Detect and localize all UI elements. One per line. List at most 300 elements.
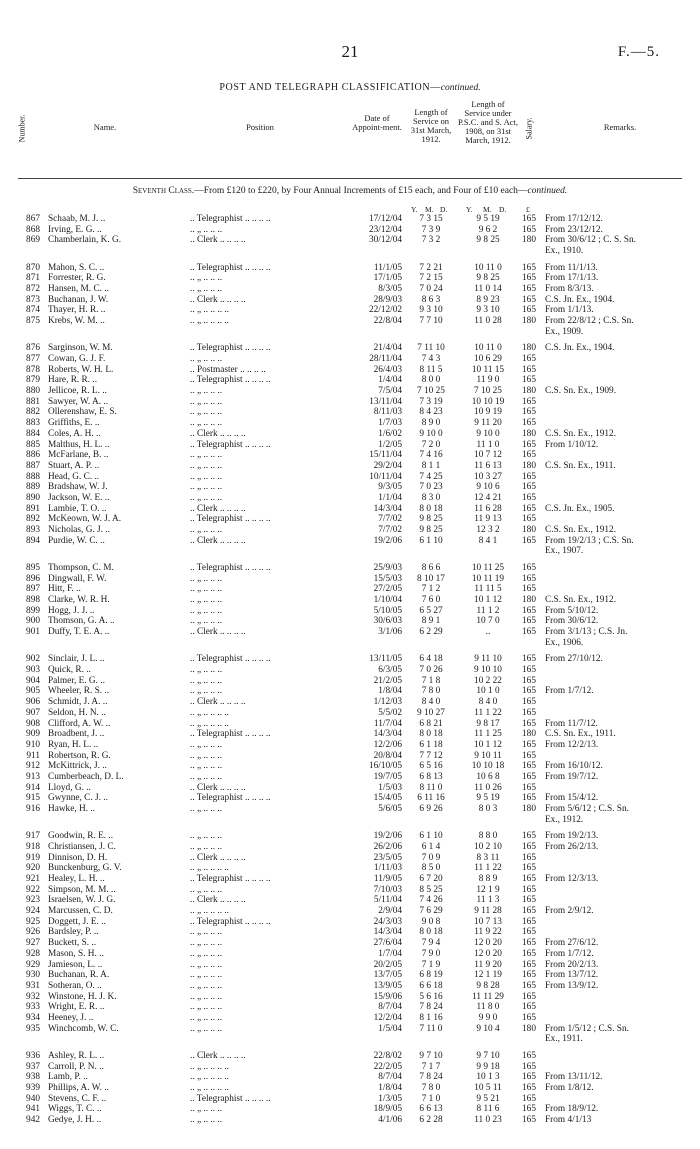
row-remarks: From 12/2/13. xyxy=(545,739,599,750)
row-remarks: From 27/6/12. xyxy=(545,938,599,949)
row-appointment-date: 5/6/05 xyxy=(378,804,402,814)
row-appointment-date: 19/2/06 xyxy=(373,831,402,842)
row-salary: 165 xyxy=(522,895,536,906)
row-length-service-act: 8 11 6 xyxy=(476,1104,500,1115)
row-salary: 165 xyxy=(522,418,536,429)
row-length-service-act: 11 1 22 xyxy=(474,863,502,874)
row-position: .. Telegraphist .. .. .. .. xyxy=(190,343,271,354)
row-appointment-date: 13/9/05 xyxy=(373,980,402,991)
row-remarks: From 23/12/12. xyxy=(545,224,603,235)
table-row xyxy=(0,225,700,236)
row-remarks: Ex., 1910. xyxy=(545,246,584,257)
row-position: .. „ .. .. .. xyxy=(190,450,223,461)
row-salary: 165 xyxy=(522,407,536,418)
row-length-service-act: 11 0 23 xyxy=(474,1115,502,1126)
row-length-service: 8 5 25 xyxy=(419,884,443,895)
row-number: 912 xyxy=(26,761,40,772)
row-position: .. „ .. .. .. xyxy=(190,616,223,627)
title-main: POST AND TELEGRAPH CLASSIFICATION— xyxy=(219,82,441,93)
row-name: Bradshaw, W. J. xyxy=(48,482,108,493)
row-salary: 165 xyxy=(522,514,536,525)
row-salary: 165 xyxy=(522,980,536,991)
row-salary: 165 xyxy=(522,305,536,316)
row-name: Sawyer, W. A. .. xyxy=(48,396,109,407)
row-salary: 165 xyxy=(522,916,536,927)
row-length-service-act: 10 7 0 xyxy=(476,616,500,627)
row-appointment-date: 15/11/04 xyxy=(369,450,402,461)
row-number: 906 xyxy=(26,697,40,708)
row-length-service: 7 10 25 xyxy=(417,386,445,397)
row-salary: 165 xyxy=(522,665,536,676)
table-row xyxy=(0,407,700,418)
row-length-service-act: 8 0 3 xyxy=(478,804,498,814)
row-position: .. „ .. .. .. xyxy=(190,959,223,970)
row-length-service-act: 10 1 3 xyxy=(476,1072,500,1083)
row-position: .. Telegraphist .. .. .. .. xyxy=(190,375,271,386)
row-position: .. Telegraphist .. .. .. .. xyxy=(190,654,271,665)
row-salary: 165 xyxy=(522,482,536,493)
row-appointment-date: 5/11/04 xyxy=(373,895,402,906)
row-salary: 165 xyxy=(522,782,536,793)
row-length-service-act: 9 9 0 xyxy=(478,1012,498,1023)
row-appointment-date: 2/9/04 xyxy=(378,906,402,917)
row-number: 893 xyxy=(26,525,40,536)
row-length-service: 7 2 0 xyxy=(421,439,441,450)
table-row xyxy=(0,440,700,451)
row-number: 929 xyxy=(26,959,40,970)
row-appointment-date: 21/4/04 xyxy=(373,343,402,354)
table-row xyxy=(0,504,700,515)
row-length-service: 8 11 0 xyxy=(419,782,443,793)
row-appointment-date: 1/7/03 xyxy=(378,418,402,429)
table-row-continuation xyxy=(0,1034,700,1044)
row-appointment-date: 15/5/03 xyxy=(373,573,402,584)
row-name: Gwynne, C. J. .. xyxy=(48,793,108,804)
row-salary: 165 xyxy=(522,1012,536,1023)
table-row-continuation xyxy=(0,815,700,825)
row-remarks: C.S. Sn. Ex., 1912. xyxy=(545,428,617,439)
row-remarks: From 12/3/13. xyxy=(545,874,599,885)
table-row xyxy=(0,386,700,397)
row-name: Wheeler, R. S. .. xyxy=(48,686,110,697)
table-row xyxy=(0,1013,700,1024)
row-name: Lambie, T. O. .. xyxy=(48,503,107,514)
row-remarks: Ex., 1911. xyxy=(545,1034,583,1045)
row-appointment-date: 6/3/05 xyxy=(378,665,402,676)
row-salary: 180 xyxy=(522,804,536,814)
row-position: .. Telegraphist .. .. .. .. xyxy=(190,916,271,927)
row-appointment-date: 13/11/04 xyxy=(369,396,402,407)
row-appointment-date: 23/5/05 xyxy=(373,852,402,863)
row-length-service: 7 1 9 xyxy=(421,959,441,970)
table-row xyxy=(0,461,700,472)
row-position: .. „ .. .. .. xyxy=(190,354,223,365)
row-salary: 165 xyxy=(522,627,536,638)
row-name: Hogg, J. J. .. xyxy=(48,605,95,616)
row-salary: 165 xyxy=(522,375,536,386)
row-position: .. Telegraphist .. .. .. .. xyxy=(190,874,271,885)
row-length-service: 6 2 28 xyxy=(419,1115,443,1126)
row-name: Purdie, W. C. .. xyxy=(48,535,105,546)
row-length-service-act: 10 11 0 xyxy=(474,343,502,354)
row-remarks: C.S. Sn. Ex., 1911. xyxy=(545,460,616,471)
row-length-service-act: 12 1 9 xyxy=(476,884,500,895)
staff-table xyxy=(0,214,700,1126)
row-length-service-act: 9 10 4 xyxy=(476,1023,500,1034)
row-length-service: 8 1 1 xyxy=(421,460,441,471)
unit-days-1: D. xyxy=(440,205,448,214)
row-length-service: 6 6 13 xyxy=(419,1104,443,1115)
row-appointment-date: 22/12/02 xyxy=(368,305,402,316)
row-length-service-act: 9 8 28 xyxy=(476,980,500,991)
row-position: .. „ .. .. .. xyxy=(190,396,223,407)
table-row xyxy=(0,761,700,772)
table-row xyxy=(0,697,700,708)
row-salary: 165 xyxy=(522,991,536,1002)
row-length-service-act: 10 9 19 xyxy=(474,407,502,418)
table-row xyxy=(0,1083,700,1094)
row-name: McKittrick, J. .. xyxy=(48,761,107,772)
row-name: Simpson, M. M. .. xyxy=(48,884,116,895)
row-remarks: From 15/4/12. xyxy=(545,793,599,804)
table-row xyxy=(0,563,700,574)
table-row xyxy=(0,783,700,794)
row-appointment-date: 22/2/05 xyxy=(373,1061,402,1072)
row-position: .. „ .. .. .. xyxy=(190,1023,223,1034)
row-number: 931 xyxy=(26,980,40,991)
row-salary: 165 xyxy=(522,793,536,804)
row-salary: 165 xyxy=(522,492,536,503)
row-length-service-act: 7 10 25 xyxy=(474,386,502,397)
table-row xyxy=(0,708,700,719)
row-name: Forrester, R. G. xyxy=(48,273,106,284)
row-name: Cowan, G. J. F. xyxy=(48,354,106,365)
row-name: Coles, A. H. .. xyxy=(48,428,101,439)
row-number: 915 xyxy=(26,793,40,804)
page-title xyxy=(0,82,700,93)
row-position: .. „ .. .. .. xyxy=(190,686,223,697)
row-position: .. „ .. .. .. .. xyxy=(190,1061,229,1072)
row-appointment-date: 10/11/04 xyxy=(369,471,402,482)
row-length-service: 6 6 18 xyxy=(419,980,443,991)
row-number: 880 xyxy=(26,386,40,397)
row-number: 903 xyxy=(26,665,40,676)
row-length-service: 6 1 18 xyxy=(419,739,443,750)
row-position: .. Clerk .. .. .. .. xyxy=(190,294,246,305)
row-name: Dingwall, F. W. xyxy=(48,573,107,584)
row-position: .. „ .. .. .. xyxy=(190,386,223,397)
row-length-service-act: 9 10 10 xyxy=(474,665,502,676)
row-number: 870 xyxy=(26,262,40,273)
row-appointment-date: 1/5/04 xyxy=(378,1023,402,1034)
row-name: Ryan, H. L. .. xyxy=(48,739,99,750)
table-row xyxy=(0,482,700,493)
row-number: 933 xyxy=(26,1002,40,1013)
table-row-continuation xyxy=(0,246,700,256)
row-appointment-date: 7/10/03 xyxy=(373,884,402,895)
row-number: 908 xyxy=(26,718,40,729)
row-name: Chamberlain, K. G. xyxy=(48,235,122,246)
row-remarks: From 26/2/13. xyxy=(545,841,599,852)
row-number: 928 xyxy=(26,948,40,959)
row-remarks: From 3/1/13 ; C.S. Jn. xyxy=(545,627,628,638)
table-row xyxy=(0,1104,700,1115)
row-length-service-act: 11 1 2 xyxy=(476,605,500,616)
page-number: 21 xyxy=(341,42,359,61)
row-name: Palmer, E. G. .. xyxy=(48,675,105,686)
row-name: Robertson, R. G. xyxy=(48,750,111,761)
row-name: Seldon, H. N. .. xyxy=(48,707,106,718)
row-number: 926 xyxy=(26,927,40,938)
row-number: 937 xyxy=(26,1061,40,1072)
row-salary: 180 xyxy=(522,1023,536,1034)
header-length-1: Length of Service on 31st March, 1912. xyxy=(410,107,452,144)
row-length-service: 8 1 16 xyxy=(419,1012,443,1023)
row-remarks: From 1/8/12. xyxy=(545,1082,594,1093)
row-number: 924 xyxy=(26,906,40,917)
row-remarks: Ex., 1909. xyxy=(545,326,584,337)
row-remarks: From 30/6/12. xyxy=(545,616,599,627)
row-number: 874 xyxy=(26,305,40,316)
row-appointment-date: 12/2/04 xyxy=(373,1012,402,1023)
row-appointment-date: 4/1/06 xyxy=(378,1115,402,1126)
row-length-service-act: 10 1 12 xyxy=(474,739,502,750)
row-name: McKeown, W. J. A. xyxy=(48,514,122,525)
table-row xyxy=(0,686,700,697)
row-length-service: 7 1 8 xyxy=(421,675,441,686)
row-remarks: From 13/7/12. xyxy=(545,970,599,981)
row-appointment-date: 19/7/05 xyxy=(373,771,402,782)
row-length-service: 9 3 10 xyxy=(419,305,443,316)
row-number: 897 xyxy=(26,584,40,595)
row-appointment-date: 25/9/03 xyxy=(373,562,402,573)
row-appointment-date: 26/2/06 xyxy=(373,841,402,852)
table-row xyxy=(0,343,700,354)
header-rule xyxy=(18,178,682,179)
row-remarks: From 4/1/13 xyxy=(545,1115,592,1126)
row-length-service-act: 8 4 0 xyxy=(478,697,498,708)
row-salary: 165 xyxy=(522,938,536,949)
row-length-service: 8 5 0 xyxy=(421,863,441,874)
row-remarks: C.S. Jn. Ex., 1904. xyxy=(545,343,615,354)
row-length-service: 7 1 0 xyxy=(421,1093,441,1104)
row-length-service-act: 10 11 0 xyxy=(474,262,502,273)
row-salary: 165 xyxy=(522,927,536,938)
row-name: McFarlane, B. .. xyxy=(48,450,109,461)
row-length-service-act: 10 7 12 xyxy=(474,450,502,461)
row-appointment-date: 27/2/05 xyxy=(373,584,402,595)
row-position: .. „ .. .. .. xyxy=(190,1104,223,1115)
row-length-service-act: 8 8 0 xyxy=(478,831,498,842)
row-appointment-date: 22/8/02 xyxy=(373,1050,402,1061)
unit-days-2: D. xyxy=(499,205,507,214)
row-length-service: 8 0 0 xyxy=(421,375,441,386)
row-length-service: 9 7 10 xyxy=(419,1050,443,1061)
row-length-service: 7 11 0 xyxy=(419,1023,443,1034)
table-row xyxy=(0,514,700,525)
row-name: Bardsley, P. .. xyxy=(48,927,99,938)
row-appointment-date: 18/9/05 xyxy=(373,1104,402,1115)
header-salary: Salary. xyxy=(524,117,534,140)
row-salary: 165 xyxy=(522,841,536,852)
row-name: Schmidt, J. A. .. xyxy=(48,697,108,708)
row-number: 882 xyxy=(26,407,40,418)
row-length-service: 6 8 21 xyxy=(419,718,443,729)
row-number: 884 xyxy=(26,428,40,439)
row-appointment-date: 8/7/04 xyxy=(378,1002,402,1013)
row-appointment-date: 14/3/04 xyxy=(373,503,402,514)
table-row xyxy=(0,525,700,536)
row-length-service: 6 11 16 xyxy=(417,793,445,804)
row-length-service-act: 10 10 18 xyxy=(471,761,505,772)
row-number: 916 xyxy=(26,804,40,814)
row-length-service-act: 11 1 0 xyxy=(476,439,500,450)
row-salary: 165 xyxy=(522,573,536,584)
row-name: Mahon, S. C. .. xyxy=(48,262,105,273)
row-appointment-date: 28/11/04 xyxy=(369,354,402,365)
row-name: Wright, E. R. .. xyxy=(48,1002,105,1013)
row-name: Cumberbeach, D. L. xyxy=(48,771,124,782)
row-number: 889 xyxy=(26,482,40,493)
table-row xyxy=(0,295,700,306)
row-position: .. „ .. .. .. .. xyxy=(190,707,229,718)
row-number: 899 xyxy=(26,605,40,616)
row-appointment-date: 8/3/05 xyxy=(378,284,402,295)
row-salary: 180 xyxy=(522,428,536,439)
table-row xyxy=(0,536,700,547)
row-name: Schaab, M. J. .. xyxy=(48,214,106,224)
row-number: 939 xyxy=(26,1082,40,1093)
table-row xyxy=(0,654,700,665)
row-remarks: Ex., 1906. xyxy=(545,637,584,648)
row-number: 910 xyxy=(26,739,40,750)
row-length-service-act: 11 9 20 xyxy=(474,959,502,970)
row-length-service: 7 6 0 xyxy=(421,595,441,606)
table-row xyxy=(0,804,700,815)
row-remarks: From 19/2/13 ; C.S. Sn. xyxy=(545,535,634,546)
table-row xyxy=(0,375,700,386)
table-row xyxy=(0,472,700,483)
row-position: .. „ .. .. .. xyxy=(190,761,223,772)
row-length-service-act: 9 8 25 xyxy=(476,235,500,246)
row-number: 905 xyxy=(26,686,40,697)
row-salary: 165 xyxy=(522,214,536,224)
row-length-service: 8 9 0 xyxy=(421,418,441,429)
row-length-service-act: 12 4 21 xyxy=(474,492,502,503)
header-length-2: Length of Service under P.S.C. and S. Act, 1908, on 31st March, 1912. xyxy=(458,99,518,145)
row-length-service: 8 0 18 xyxy=(419,927,443,938)
row-number: 867 xyxy=(26,214,40,224)
row-number: 886 xyxy=(26,450,40,461)
row-length-service: 9 8 25 xyxy=(419,525,443,536)
table-row xyxy=(0,584,700,595)
class-name: Seventh Class. xyxy=(132,186,195,196)
class-range: —From £120 to £220, by Four Annual Increments of £15 each, and Four of £10 each— xyxy=(194,186,528,196)
row-length-service: 8 4 23 xyxy=(419,407,443,418)
table-row xyxy=(0,665,700,676)
row-salary: 180 xyxy=(522,525,536,536)
table-header xyxy=(0,100,700,178)
row-salary: 165 xyxy=(522,1082,536,1093)
row-number: 885 xyxy=(26,439,40,450)
row-length-service-act: 9 6 2 xyxy=(478,224,498,235)
row-length-service: 6 8 13 xyxy=(419,771,443,782)
row-length-service-act: 9 10 11 xyxy=(474,750,502,761)
table-row xyxy=(0,1002,700,1013)
row-length-service-act: 9 11 20 xyxy=(474,418,502,429)
row-position: .. Telegraphist .. .. .. .. xyxy=(190,793,271,804)
row-salary: 165 xyxy=(522,616,536,627)
table-row xyxy=(0,842,700,853)
row-salary: 165 xyxy=(522,364,536,375)
row-appointment-date: 8/7/04 xyxy=(378,1072,402,1083)
row-number: 923 xyxy=(26,895,40,906)
row-name: Hansen, M. C. .. xyxy=(48,284,109,295)
row-salary: 165 xyxy=(522,1002,536,1013)
row-salary: 165 xyxy=(522,1115,536,1126)
row-appointment-date: 1/1/04 xyxy=(378,492,402,503)
table-row xyxy=(0,397,700,408)
row-appointment-date: 7/7/02 xyxy=(378,525,402,536)
row-position: .. Telegraphist .. .. .. .. xyxy=(190,439,271,450)
row-length-service-act: 11 6 13 xyxy=(474,460,502,471)
table-row xyxy=(0,305,700,316)
row-name: Sotheran, O. .. xyxy=(48,980,102,991)
row-length-service: 7 9 0 xyxy=(421,948,441,959)
row-length-service: 7 3 9 xyxy=(421,224,441,235)
row-remarks: Ex., 1907. xyxy=(545,546,584,557)
row-length-service: 5 6 16 xyxy=(419,991,443,1002)
row-remarks: From 5/10/12. xyxy=(545,605,599,616)
table-row-continuation xyxy=(0,327,700,337)
row-remarks: C.S. Sn. Ex., 1912. xyxy=(545,525,617,536)
row-remarks: C.S. Jn. Ex., 1905. xyxy=(545,503,615,514)
row-name: Roberts, W. H. L. xyxy=(48,364,114,375)
table-row xyxy=(0,906,700,917)
row-name: Heeney, J. .. xyxy=(48,1012,94,1023)
row-name: Hare, R. R. .. xyxy=(48,375,98,386)
page-reference: F.—5. xyxy=(617,44,660,60)
row-remarks: From 27/10/12. xyxy=(545,654,603,665)
row-number: 878 xyxy=(26,364,40,375)
row-appointment-date: 14/3/04 xyxy=(373,927,402,938)
row-appointment-date: 8/11/03 xyxy=(373,407,402,418)
row-salary: 165 xyxy=(522,718,536,729)
row-length-service-act: 12 1 19 xyxy=(474,970,502,981)
row-number: 904 xyxy=(26,675,40,686)
row-length-service: 6 1 4 xyxy=(421,841,441,852)
row-appointment-date: 7/7/02 xyxy=(378,514,402,525)
row-position: .. Clerk .. .. .. .. xyxy=(190,627,246,638)
row-appointment-date: 15/9/06 xyxy=(373,991,402,1002)
row-length-service: 7 8 0 xyxy=(421,686,441,697)
row-length-service-act: 9 9 18 xyxy=(476,1061,500,1072)
row-number: 922 xyxy=(26,884,40,895)
row-length-service: 7 3 15 xyxy=(419,214,443,224)
row-appointment-date: 12/2/06 xyxy=(373,739,402,750)
row-appointment-date: 1/7/04 xyxy=(378,948,402,959)
row-length-service-act: 10 11 15 xyxy=(471,364,505,375)
row-name: Bunckenburg, G. V. xyxy=(48,863,122,874)
row-length-service-act: 8 3 11 xyxy=(476,852,500,863)
row-number: 900 xyxy=(26,616,40,627)
row-number: 898 xyxy=(26,595,40,606)
row-position: .. „ .. .. .. xyxy=(190,418,223,429)
table-row xyxy=(0,992,700,1003)
table-row xyxy=(0,960,700,971)
row-length-service: 6 7 20 xyxy=(419,874,443,885)
row-position: .. Clerk .. .. .. .. xyxy=(190,235,246,246)
